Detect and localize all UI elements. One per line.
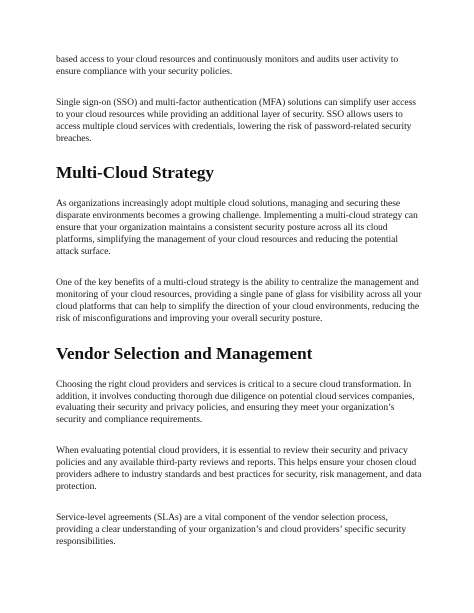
spacer bbox=[56, 78, 422, 97]
spacer bbox=[56, 493, 422, 512]
spacer bbox=[56, 183, 422, 198]
spacer bbox=[56, 325, 422, 344]
paragraph-vendor-sla: Service-level agreements (SLAs) are a vital component of the vendor selection process, providing a clear understanding of your organization’s and cloud providers’ specific security responsibilities. bbox=[56, 511, 407, 547]
document-page bbox=[56, 54, 422, 548]
paragraph-vendor-evaluating: When evaluating potential cloud providers, it is essential to review their security and privacy policies and any available third-party reviews and reports. This helps ensure your chosen cloud providers adhere to industry standards and best practices for security, risk management, and data protection. bbox=[56, 445, 422, 492]
spacer bbox=[56, 426, 422, 445]
paragraph-multi-cloud-intro: As organizations increasingly adopt multiple cloud solutions, managing and securing these disparate environments becomes a growing challenge. Implementing a multi-cloud strategy can ensure that your organization maintains a consistent security posture across all its cloud platforms, simplifying the management of your cloud resources and reducing the potential attack surface. bbox=[56, 198, 418, 258]
spacer bbox=[56, 258, 422, 277]
spacer bbox=[56, 364, 422, 379]
spacer bbox=[56, 144, 422, 163]
paragraph-access-monitoring: based access to your cloud resources and continuously monitors and audits user activity to ensure compliance with your security policies. bbox=[56, 54, 399, 77]
paragraph-vendor-choosing: Choosing the right cloud providers and services is critical to a secure cloud transformation. In addition, it involves conducting thorough due diligence on potential cloud services companies, evaluating their security and privacy policies, and ensuring they meet your organization’s security and compliance requirements. bbox=[56, 378, 415, 426]
paragraph-multi-cloud-benefits: One of the key benefits of a multi-cloud strategy is the ability to centralize the management and monitoring of your cloud resources, providing a single pane of glass for visibility across all your cloud platforms that can help to simplify the direction of your cloud environments, reducing the risk of misconfigurations and improving your overall security posture. bbox=[56, 276, 422, 324]
heading-multi-cloud-strategy: Multi-Cloud Strategy bbox=[56, 163, 215, 183]
paragraph-sso-mfa: Single sign-on (SSO) and multi-factor authentication (MFA) solutions can simplify user access to your cloud resources while providing an additional layer of security. SSO allows users to access multiple cloud services with credentials, lowering the risk of password-related security breaches. bbox=[56, 96, 416, 144]
heading-vendor-selection: Vendor Selection and Management bbox=[56, 343, 313, 363]
